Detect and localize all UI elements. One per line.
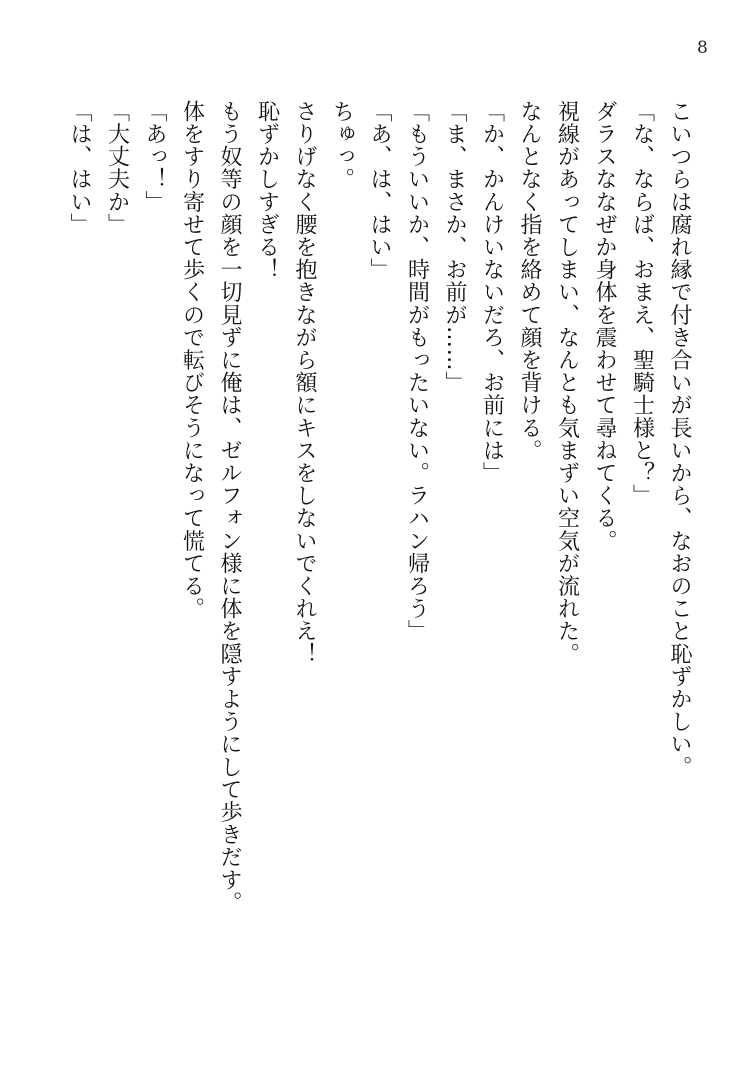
text-line: 「大丈夫か」 bbox=[104, 100, 130, 236]
page-number: 8 bbox=[697, 38, 708, 58]
text-line: ダラスななぜか身体を震わせて尋ねてくる。 bbox=[592, 100, 617, 552]
text-line: こいつらは腐れ縁で付き合いが長いから、なおのこと恥ずかしい。 bbox=[667, 100, 692, 778]
text-line: 体をすり寄せて歩くので転びそうになって慌てる。 bbox=[179, 100, 205, 620]
text-line: 「は、はい」 bbox=[67, 100, 92, 236]
text-line: ちゅっ。 bbox=[329, 100, 355, 191]
text-line: 「あ、は、はい」 bbox=[367, 100, 392, 281]
text-line: もう奴等の顔を一切見ずに俺は、ゼルフォン様に体を隠すようにして歩きだす。 bbox=[217, 100, 242, 914]
text-line: 「な、ならば、おまえ、聖騎士様と？」 bbox=[629, 100, 655, 507]
text-line: 視線があってしまい、なんとも気まずい空気が流れた。 bbox=[554, 100, 580, 665]
text-line: さりげなく腰を抱きながら額にキスをしないでくれえ！ bbox=[292, 100, 317, 665]
text-line: 「か、かんけいないだろ、お前には」 bbox=[479, 100, 505, 485]
text-line: 「ま、まさか、お前が……」 bbox=[442, 100, 467, 394]
text-line: なんとなく指を絡めて顔を背ける。 bbox=[517, 100, 542, 462]
novel-text-body bbox=[61, 100, 699, 1030]
text-line: 恥ずかしすぎる！ bbox=[254, 100, 280, 281]
text-line: 「もういいか、時間がもったいない。ラハン帰ろう」 bbox=[404, 100, 430, 643]
text-line: 「あっ！」 bbox=[142, 100, 167, 213]
